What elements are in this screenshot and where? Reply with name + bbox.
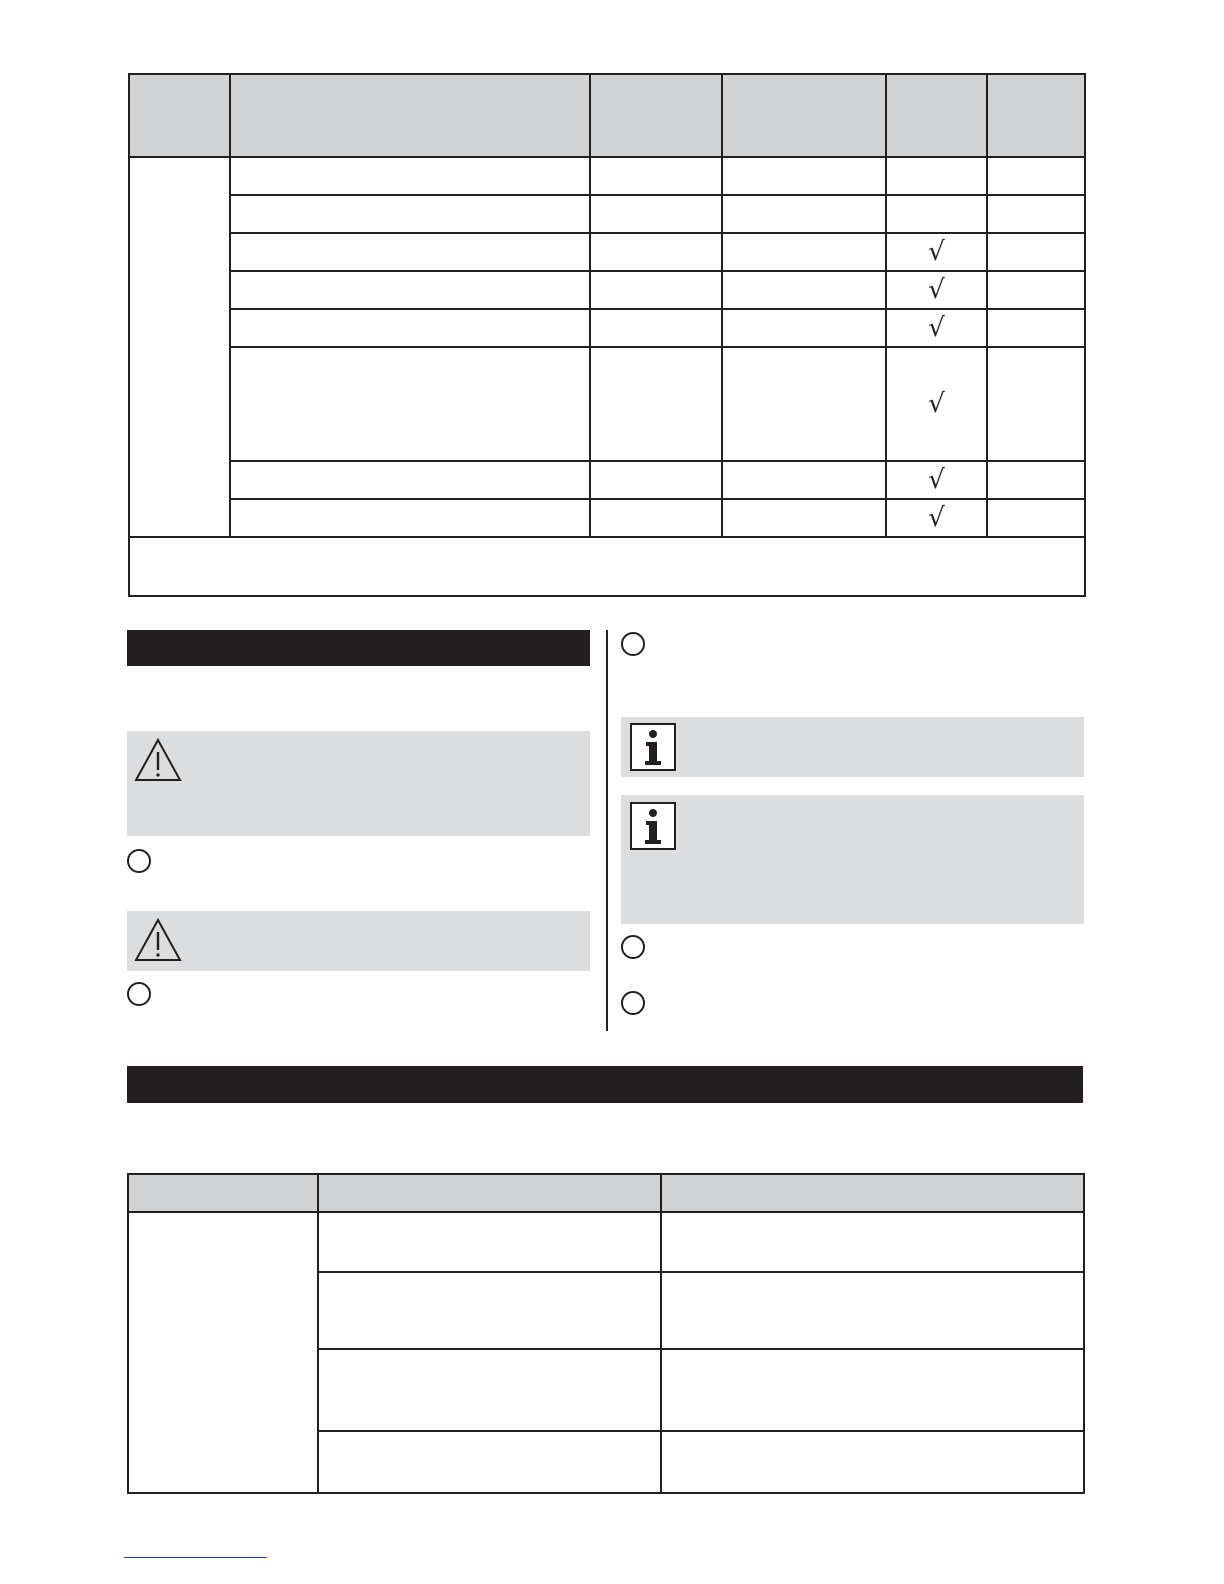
table-cell <box>722 347 886 461</box>
table-cell <box>987 195 1085 233</box>
header-cell <box>230 74 590 157</box>
table-cell <box>722 271 886 309</box>
step-circle-icon <box>621 935 645 959</box>
table-cell <box>230 499 590 537</box>
table-row <box>129 461 1085 499</box>
table-footnote <box>129 537 1085 596</box>
table-cell <box>590 233 722 271</box>
warning-box <box>127 911 590 971</box>
table-header-row <box>129 74 1085 157</box>
table-cell <box>318 1431 661 1493</box>
section-heading-bar <box>127 1066 1083 1103</box>
group-cell <box>128 1212 318 1493</box>
checkmark-cell <box>886 233 987 271</box>
table-cell <box>590 195 722 233</box>
intro-text <box>127 1120 1083 1160</box>
table-cell <box>318 1272 661 1349</box>
header-cell <box>128 1174 318 1212</box>
section-heading-bar <box>127 630 590 666</box>
intro-text <box>127 680 590 720</box>
table-row <box>129 309 1085 347</box>
table-footnote-row <box>129 537 1085 596</box>
checkmark-cell <box>886 347 987 461</box>
checkmark-cell <box>886 309 987 347</box>
table-cell <box>661 1431 1084 1493</box>
link-underline[interactable] <box>124 1557 267 1558</box>
table-cell <box>987 271 1085 309</box>
step-circle-icon <box>127 982 151 1006</box>
specs-table <box>128 73 1086 597</box>
table-cell <box>722 499 886 537</box>
checkmark-icon: √ <box>928 313 945 343</box>
table-cell <box>722 461 886 499</box>
column-divider <box>606 630 608 1031</box>
warning-triangle-icon <box>133 917 183 963</box>
header-cell <box>987 74 1085 157</box>
step-circle-icon <box>621 991 645 1015</box>
info-box <box>621 717 1084 777</box>
info-box <box>621 795 1084 924</box>
table-cell <box>722 233 886 271</box>
step-circle-icon <box>127 849 151 873</box>
table-row <box>129 233 1085 271</box>
table-cell <box>590 461 722 499</box>
table-cell <box>590 157 722 195</box>
table-cell <box>987 499 1085 537</box>
table-cell <box>590 499 722 537</box>
table-cell <box>590 347 722 461</box>
table-cell <box>230 157 590 195</box>
checkmark-cell <box>886 461 987 499</box>
table-cell <box>230 233 590 271</box>
group-cell <box>129 157 230 537</box>
table-cell <box>590 309 722 347</box>
table-cell <box>230 461 590 499</box>
table-cell <box>230 347 590 461</box>
table-row <box>129 347 1085 461</box>
table-cell <box>318 1212 661 1272</box>
table-row <box>128 1212 1084 1272</box>
table-cell <box>722 157 886 195</box>
checkmark-icon: √ <box>928 503 945 533</box>
table-cell <box>722 195 886 233</box>
checkmark-icon: √ <box>928 389 945 419</box>
table-cell <box>230 271 590 309</box>
table-cell <box>987 347 1085 461</box>
table-cell <box>886 157 987 195</box>
table-cell <box>661 1272 1084 1349</box>
header-cell <box>886 74 987 157</box>
warning-box <box>127 731 590 836</box>
checkmark-icon: √ <box>928 465 945 495</box>
table-cell <box>886 195 987 233</box>
troubleshooting-table <box>127 1173 1085 1494</box>
table-cell <box>987 309 1085 347</box>
header-cell <box>661 1174 1084 1212</box>
step-circle-icon <box>621 632 645 656</box>
table-row <box>129 157 1085 195</box>
table-cell <box>661 1349 1084 1431</box>
table-cell <box>987 233 1085 271</box>
checkmark-cell <box>886 499 987 537</box>
info-icon <box>630 802 676 850</box>
header-cell <box>129 74 230 157</box>
header-cell <box>722 74 886 157</box>
table-row <box>129 499 1085 537</box>
checkmark-icon: √ <box>928 237 945 267</box>
table-cell <box>722 309 886 347</box>
checkmark-cell <box>886 271 987 309</box>
table-cell <box>987 461 1085 499</box>
table-row <box>129 195 1085 233</box>
checkmark-icon: √ <box>928 275 945 305</box>
header-cell <box>590 74 722 157</box>
table-header-row <box>128 1174 1084 1212</box>
info-icon <box>630 723 676 771</box>
header-cell <box>318 1174 661 1212</box>
table-cell <box>230 309 590 347</box>
table-cell <box>987 157 1085 195</box>
table-cell <box>590 271 722 309</box>
warning-triangle-icon <box>133 737 183 783</box>
table-cell <box>661 1212 1084 1272</box>
table-cell <box>230 195 590 233</box>
table-row <box>129 271 1085 309</box>
table-cell <box>318 1349 661 1431</box>
